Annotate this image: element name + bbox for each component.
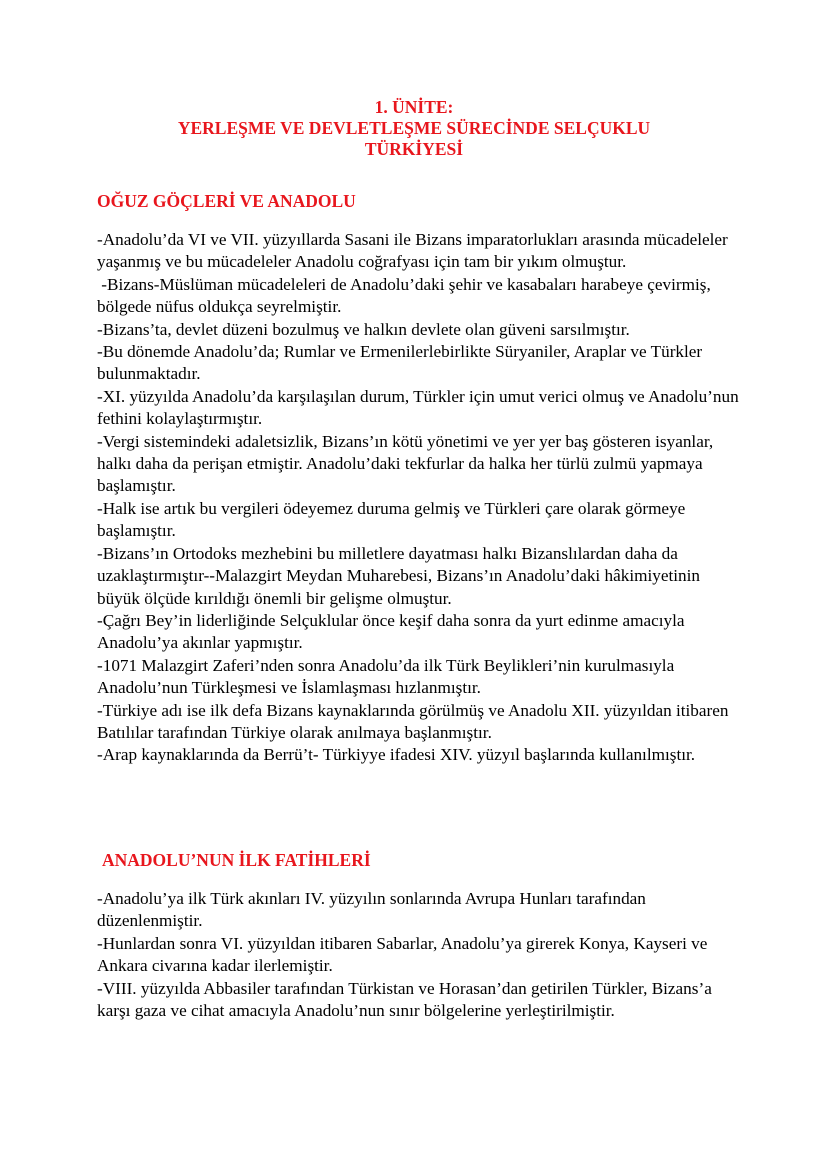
paragraph: -Halk ise artık bu vergileri ödeyemez duruma gelmiş ve Türkleri çare olarak görmeye başlamıştır. (97, 498, 690, 541)
unit-title-line: YERLEŞME VE DEVLETLEŞME SÜRECİNDE SELÇUKLU (177, 118, 651, 138)
paragraph: -Hunlardan sonra VI. yüzyıldan itibaren Sabarlar, Anadolu’ya girerek Konya, Kayseri ve Ankara civarına kadar ilerlemiştir. (97, 933, 711, 976)
paragraph: -Türkiye adı ise ilk defa Bizans kaynaklarında görülmüş ve Anadolu XII. yüzyıldan itibaren Batılılar tarafından Türkiye olarak anılmaya başlanmıştır. (97, 700, 733, 742)
paragraph: -Anadolu’da VI ve VII. yüzyıllarda Sasani ile Bizans imparatorlukları arasında mücadeleler yaşanmış ve bu mücadeleler Anadolu coğrafyası için tam bir yıkım olmuştur. (97, 230, 733, 272)
paragraph: -Vergi sistemindeki adaletsizlik, Bizans’ın kötü yönetimi ve yer yer baş gösteren isyanlar, halkı daha da perişan etmiştir. Anadolu’daki tekfurlar da halka her türlü zulmü yapmaya başlamıştır. (97, 431, 718, 496)
paragraph: -Bizans’ın Ortodoks mezhebini bu milletlere dayatması halkı Bizanslılardan daha da uzaklaştırmıştır--Malazgirt Meydan Muharebesi, Bizans’ın Anadolu’daki hâkimiyetinin büyük ölçüde kırıldığı önemli bir gelişme olmuştur. (97, 543, 705, 608)
paragraph: -Anadolu’ya ilk Türk akınları IV. yüzyılın sonlarında Avrupa Hunları tarafından düzenlenmiştir. (97, 889, 651, 931)
paragraph: -Bizans’ta, devlet düzeni bozulmuş ve halkın devlete olan güveni sarsılmıştır. (97, 319, 630, 339)
paragraph: -Arap kaynaklarında da Berrü’t- Türkiyye ifadesi XIV. yüzyıl başlarında kullanılmıştır. (97, 745, 696, 765)
paragraph: -Bu dönemde Anadolu’da; Rumlar ve Ermenilerlebirlikte Süryaniler, Araplar ve Türkler bulunmaktadır. (97, 342, 707, 384)
paragraph: -XI. yüzyılda Anadolu’da karşılaşılan durum, Türkler için umut verici olmuş ve Anadolu’nun fethini kolaylaştırmıştır. (97, 386, 743, 429)
paragraph: -Bizans-Müslüman mücadeleleri de Anadolu’daki şehir ve kasabaları harabeye çevirmiş, bölgede nüfus oldukça seyrelmiştir. (97, 274, 716, 317)
section-body-ilk-fatihler (97, 888, 747, 1022)
unit-title-line: TÜRKİYESİ (364, 139, 464, 159)
paragraph: -VIII. yüzyılda Abbasiler tarafından Türkistan ve Horasan’dan getirilen Türkler, Bizans’a karşı gaza ve cihat amacıyla Anadolu’nun sınır bölgelerine yerleştirilmiştir. (97, 978, 717, 1021)
unit-number: 1. ÜNİTE: (374, 97, 454, 117)
section-body-oguz-gocleri (97, 229, 747, 767)
unit-title (0, 97, 828, 160)
paragraph: -Çağrı Bey’in liderliğinde Selçuklular önce keşif daha sonra da yurt edinme amacıyla Anadolu’ya akınlar yapmıştır. (97, 610, 688, 653)
section-heading-ilk-fatihler: ANADOLU’NUN İLK FATİHLERİ (102, 850, 371, 870)
section-heading-oguz-gocleri: OĞUZ GÖÇLERİ VE ANADOLU (97, 191, 356, 211)
paragraph: -1071 Malazgirt Zaferi’nden sonra Anadolu’da ilk Türk Beylikleri’nin kurulmasıyla Anadolu’nun Türkleşmesi ve İslamlaşması hızlanmıştır. (97, 655, 678, 698)
